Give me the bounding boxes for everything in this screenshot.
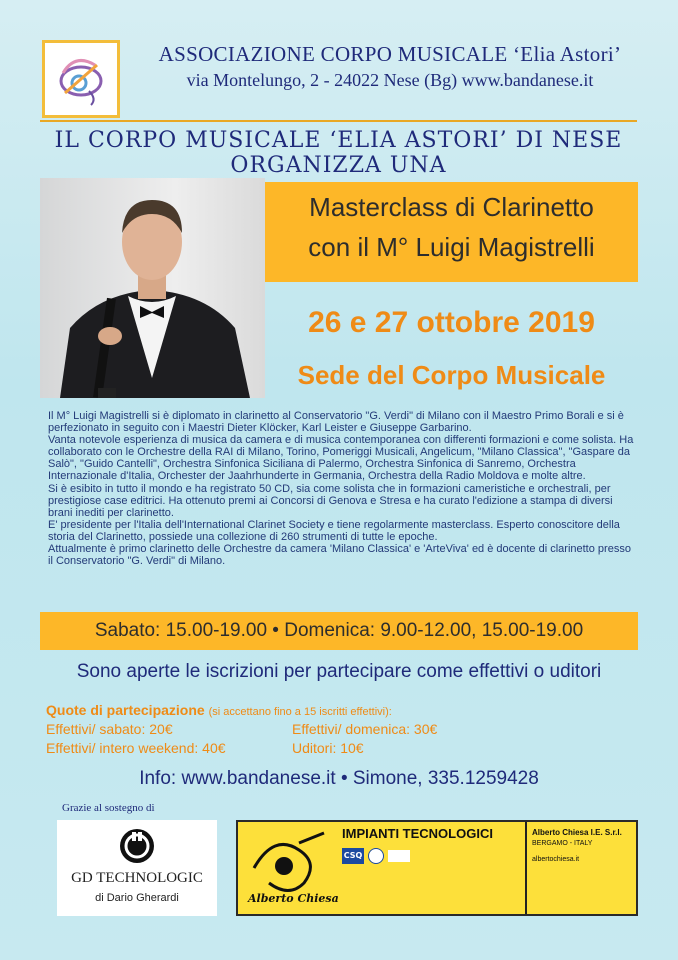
contact-info: Info: www.bandanese.it • Simone, 335.1259428 <box>139 768 539 789</box>
masterclass-title: Masterclass di Clarinetto <box>309 192 594 222</box>
musician-photo <box>40 178 265 398</box>
masterclass-teacher: con il M° Luigi Magistrelli <box>308 232 595 262</box>
event-date: 26 e 27 ottobre 2019 <box>308 306 595 339</box>
gd-name: GD TECHNOLOGIC <box>71 870 203 886</box>
sponsors-intro: Grazie al sostegno di <box>62 802 155 814</box>
sponsor-alberto-chiesa <box>236 820 638 916</box>
gd-sub: di Dario Gherardi <box>95 892 179 904</box>
csq-badge: CSQ <box>342 848 364 864</box>
chiesa-logo-text: Alberto Chiesa <box>248 892 339 905</box>
fee-item: Effettivi/ sabato: 20€ <box>46 721 173 737</box>
association-title: ASSOCIAZIONE CORPO MUSICALE ‘Elia Astori’ <box>158 42 622 66</box>
event-venue: Sede del Corpo Musicale <box>297 360 606 390</box>
fees-heading <box>46 702 392 718</box>
bio-paragraph: Vanta notevole esperienza di musica da camera e di musica contemporanea con differenti formazioni e come solista. Ha collaborato con le Orchestre della RAI di Milano, Torino, Pomeriggi Musicali, Angelicum, "Milano Classica", "Gaspare da Salò", "Guido Cantelli", Orchestra Sinfonica Siciliana di Palermo, Orchestra Sinfonica di Sanremo, Orchestra Internazionale d'Italia, Orchester der Jaahrhunderte in Germania, Orchestra della Radio Moldova e molte altre. <box>48 434 634 483</box>
music-instruments-logo-icon <box>45 43 117 115</box>
sponsor-gd-technologic <box>57 820 217 916</box>
bio-paragraph: E' presidente per l'Italia dell'International Clarinet Society e tiene regolarmente masterclass. Esperto conoscitore della storia del Clarinetto, possiede una collezione di 260 strumenti di tutte le epoche. <box>48 518 620 543</box>
chiesa-site: albertochiesa.it <box>532 856 580 863</box>
schedule-banner: Sabato: 15.00-19.00 • Domenica: 9.00-12.00, 15.00-19.00 <box>40 612 638 650</box>
biography <box>48 410 638 567</box>
fees-note: (si accettano fino a 15 iscritti effettivi): <box>208 706 392 718</box>
association-logo <box>42 40 120 118</box>
header-divider <box>40 120 637 122</box>
bio-paragraph: Il M° Luigi Magistrelli si è diplomato in clarinetto al Conservatorio "G. Verdi" di Milano con il Maestro Primo Borali e si è perfezionato in seguito con i Maestri Dieter Klöcker, Karl Leister e Giuseppe Garbarino. <box>48 410 624 435</box>
fees-title: Quote di partecipazione <box>46 702 205 718</box>
association-address: via Montelungo, 2 - 24022 Nese (Bg) www.bandanese.it <box>186 70 594 90</box>
chiesa-heading: IMPIANTI TECNOLOGICI <box>342 826 493 841</box>
registration-notice: Sono aperte le iscrizioni per partecipare come effettivi o uditori <box>76 661 602 682</box>
fee-item: Uditori: 10€ <box>292 740 364 756</box>
fee-item: Effettivi/ domenica: 30€ <box>292 721 438 737</box>
chiesa-company: Alberto Chiesa I.E. S.r.l. <box>532 828 622 837</box>
bio-paragraph: Si è esibito in tutto il mondo e ha registrato 50 CD, sia come solista che in formazioni cameristiche e orchestrali, per prestigiose case editrici. Ha ottenuto premi ai Concorsi di Genova e Stresa e ha curato l'edizione a stampa di diversi brani inediti per clarinetto. <box>48 482 613 519</box>
organizer-heading: IL CORPO MUSICALE ‘ELIA ASTORI’ DI NESE ORGANIZZA UNA <box>54 128 623 178</box>
fee-item: Effettivi/ intero weekend: 40€ <box>46 740 226 756</box>
chiesa-location: BERGAMO - ITALY <box>532 840 593 847</box>
bio-paragraph: Attualmente è primo clarinetto delle Orchestre da camera 'Milano Classica' e 'ArteViva' ed è docente di clarinetto presso il Conservatorio "G. Verdi" di Milano. <box>48 543 631 568</box>
sponsor-divider <box>525 822 527 914</box>
cert-seal-icon <box>368 848 384 864</box>
cert-logo-icon <box>388 850 410 862</box>
